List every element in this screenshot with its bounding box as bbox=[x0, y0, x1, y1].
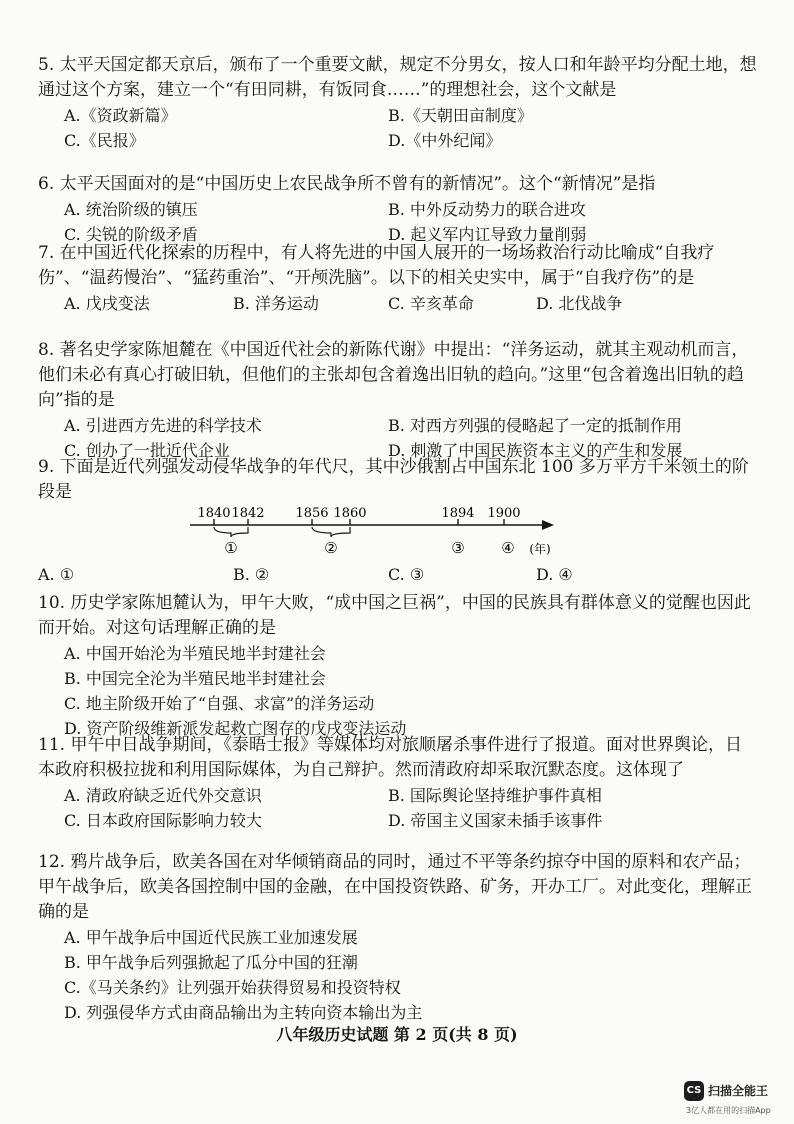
question-9 bbox=[38, 455, 758, 505]
question-8 bbox=[38, 338, 758, 463]
option-d[interactable]: D. 列强侵华方式由商品输出为主转向资本输出为主 bbox=[64, 1003, 423, 1022]
option-d[interactable]: D. ④ bbox=[536, 565, 573, 584]
option-b[interactable]: B. 中国完全沦为半殖民地半封建社会 bbox=[64, 669, 326, 688]
option-a[interactable]: A. 清政府缺乏近代外交意识 bbox=[64, 786, 262, 805]
option-b[interactable]: B. 对西方列强的侵略起了一定的抵制作用 bbox=[388, 416, 682, 435]
question-stem: 12. 鸦片战争后，欧美各国在对华倾销商品的同时，通过不平等条约掠夺中国的原料和农产品；甲午战争后，欧美各国控制中国的金融，在中国投资铁路、矿务，开办工厂。对此变化，理解正确的是 bbox=[38, 852, 752, 922]
option-b[interactable]: B.《天朝田亩制度》 bbox=[388, 106, 533, 125]
scanner-title: 扫描全能王 bbox=[708, 1084, 769, 1098]
option-a[interactable]: A. ① bbox=[38, 565, 75, 584]
option-c[interactable]: C. 尖锐的阶级矛盾 bbox=[64, 225, 198, 244]
option-b[interactable]: B. 洋务运动 bbox=[233, 294, 319, 313]
tick-label: 1840 bbox=[197, 506, 231, 521]
question-stem: 11. 甲午中日战争期间，《泰晤士报》等媒体均对旅顺屠杀事件进行了报道。面对世界舆论，日本政府积极拉拢和利用国际媒体，为自己辩护。然而清政府却采取沉默态度。这体现了 bbox=[38, 735, 742, 780]
stage-marker: ④ bbox=[501, 539, 515, 557]
option-b[interactable]: B. 国际舆论坚持维护事件真相 bbox=[388, 786, 602, 805]
option-c[interactable]: C.《民报》 bbox=[64, 131, 145, 150]
option-c[interactable]: C.《马关条约》让列强开始获得贸易和投资特权 bbox=[64, 978, 401, 997]
option-b[interactable]: B. 中外反动势力的联合进攻 bbox=[388, 200, 586, 219]
option-a[interactable]: A. 统治阶级的镇压 bbox=[64, 200, 198, 219]
question-stem: 5. 太平天国定都天京后，颁布了一个重要文献，规定不分男女，按人口和年龄平均分配土地，想通过这个方案，建立一个“有田同耕，有饭同食……”的理想社会，这个文献是 bbox=[38, 55, 757, 100]
option-a[interactable]: A.《资政新篇》 bbox=[64, 106, 177, 125]
scanner-subtitle: 3亿人都在用的扫描App bbox=[686, 1106, 771, 1115]
page-footer: 八年级历史试题 第 2 页(共 8 页) bbox=[276, 1025, 518, 1044]
question-stem: 9. 下面是近代列强发动侵华战争的年代尺，其中沙俄割占中国东北 100 多万平方千米领土的阶段是 bbox=[38, 457, 749, 502]
question-stem: 8. 著名史学家陈旭麓在《中国近代社会的新陈代谢》中提出：“洋务运动，就其主观动机而言，他们未必有真心打破旧轨，但他们的主张却包含着逸出旧轨的趋向。”这里“包含着逸出旧轨的趋向”指的是 bbox=[38, 340, 749, 410]
question-stem: 10. 历史学家陈旭麓认为，甲午大败，“成中国之巨祸”，中国的民族具有群体意义的觉醒也因此而开始。对这句话理解正确的是 bbox=[38, 593, 751, 638]
tick-label: 1900 bbox=[487, 506, 521, 521]
options bbox=[38, 197, 758, 247]
camscanner-logo-icon: CS bbox=[684, 1081, 704, 1101]
question-6 bbox=[38, 172, 758, 247]
tick-label: 1856 bbox=[295, 506, 329, 521]
option-a[interactable]: A. 中国开始沦为半殖民地半封建社会 bbox=[64, 644, 326, 663]
stage-marker: ③ bbox=[451, 539, 465, 557]
tick-label: 1894 bbox=[441, 506, 475, 521]
option-c[interactable]: C. 日本政府国际影响力较大 bbox=[64, 811, 262, 830]
option-a[interactable]: A. 戊戌变法 bbox=[64, 294, 150, 313]
option-d[interactable]: D.《中外纪闻》 bbox=[388, 131, 502, 150]
option-d[interactable]: D. 北伐战争 bbox=[536, 294, 623, 313]
option-d[interactable]: D. 刺激了中国民族资本主义的产生和发展 bbox=[388, 441, 683, 460]
option-b[interactable]: B. ② bbox=[233, 565, 270, 584]
question-stem: 6. 太平天国面对的是“中国历史上农民战争所不曾有的新情况”。这个“新情况”是指 bbox=[38, 174, 656, 194]
tick-label: 1860 bbox=[333, 506, 367, 521]
question-stem: 7. 在中国近代化探索的历程中，有人将先进的中国人展开的一场场救治行动比喻成“自我疗伤”、“温药慢治”、“猛药重治”、“开颅洗脑”。以下的相关史实中，属于“自我疗伤”的是 bbox=[38, 243, 715, 288]
options bbox=[38, 641, 758, 741]
option-b[interactable]: B. 甲午战争后列强掀起了瓜分中国的狂潮 bbox=[64, 953, 358, 972]
options bbox=[38, 103, 758, 153]
question-7 bbox=[38, 241, 758, 316]
option-c[interactable]: C. 辛亥革命 bbox=[388, 294, 474, 313]
option-a[interactable]: A. 引进西方先进的科学技术 bbox=[64, 416, 262, 435]
options bbox=[38, 562, 758, 587]
stage-marker: ② bbox=[324, 539, 338, 557]
option-c[interactable]: C. 创办了一批近代企业 bbox=[64, 441, 230, 460]
option-a[interactable]: A. 甲午战争后中国近代民族工业加速发展 bbox=[64, 928, 358, 947]
question-11 bbox=[38, 733, 758, 833]
scanner-watermark bbox=[684, 1079, 794, 1124]
question-9-options bbox=[38, 562, 758, 587]
question-5 bbox=[38, 53, 758, 153]
option-d[interactable]: D. 起义军内讧导致力量削弱 bbox=[388, 225, 587, 244]
options bbox=[38, 291, 758, 316]
option-d[interactable]: D. 帝国主义国家未插手该事件 bbox=[388, 811, 603, 830]
option-d[interactable]: D. 资产阶级维新派发起救亡图存的戊戌变法运动 bbox=[64, 719, 407, 738]
option-c[interactable]: C. 地主阶级开始了“自强、求富”的洋务运动 bbox=[64, 694, 375, 713]
options bbox=[38, 925, 758, 1025]
option-c[interactable]: C. ③ bbox=[388, 565, 425, 584]
question-10 bbox=[38, 591, 758, 741]
tick-label: 1842 bbox=[231, 506, 265, 521]
stage-marker: ① bbox=[224, 539, 238, 557]
question-12 bbox=[38, 850, 758, 1025]
options bbox=[38, 783, 758, 833]
unit-label: (年) bbox=[529, 542, 551, 556]
